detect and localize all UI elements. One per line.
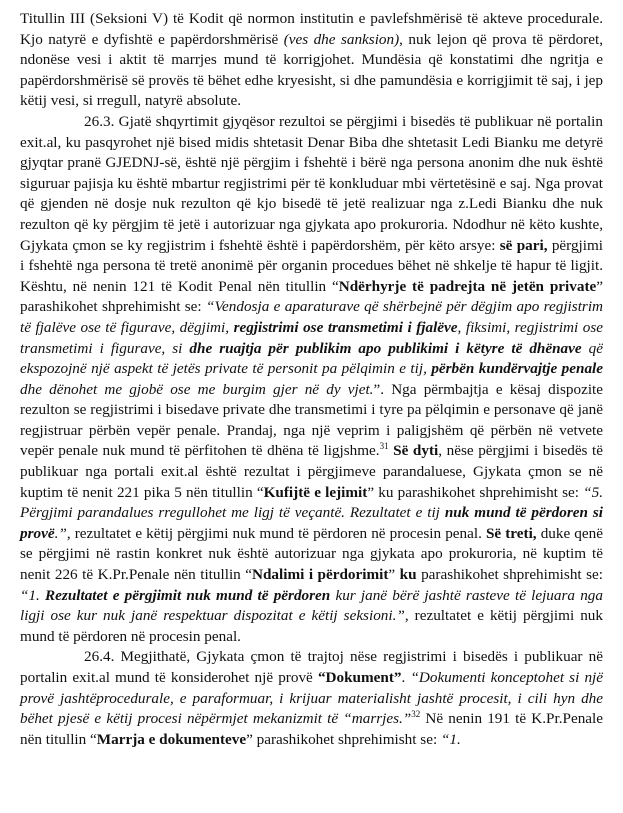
text-segment: Rezultatet e përgjimit nuk mund të përdoren [45, 586, 331, 604]
text-segment: 26.3. Gjatë shqyrtimit gjyqësor rezultoi se përgjimi i bisedës të publikuar në portalin exit.al, ku pasqyrohet një bised midis shtetasit Denar Biba dhe shtetasit Ledi Bianku me detyrë gjyqtar pranë GJEDNJ-së, është një përgjim i fshehtë i bërë nga persona anonim dhe nuk është siguruar pajisja ku është mbartur regjistrimi për të konkluduar mbi vërtetësinë e saj. Nga provat që gjenden në dosje nuk rezulton që kjo bisedë të jetë realizuar nga z.Ledi Bianku dhe nuk rezulton që ky përgjim të jetë i autorizuar nga gjykata apo prokuroria. Ndodhur në këto kushte, Gjykata çmon se ky regjistrim i fshehtë është i papërdorshëm, për këto arsye: [20, 112, 603, 254]
paragraph [20, 9, 603, 112]
text-segment: kur janë bërë jashtë rasteve të lejuara nga ligji ose kur nuk janë respektuar dispozitat e këtij seksioni.” [20, 586, 603, 625]
text-segment: Së dyti [393, 442, 439, 460]
text-segment: Ndërhyrje të padrejta në jetën private [338, 277, 597, 295]
text-segment: “1. [20, 586, 46, 604]
text-segment: “Dokumenti konceptohet si një provë jashtëprocedurale, e paraformuar, i krijuar materialisht jashtë procesit, i cili hyn dhe bëhet pjesë e këtij procesi nëpërmjet mekanizmit të “marrjes.” [20, 669, 604, 728]
text-segment: përbën kundërvajtje penale [431, 360, 604, 378]
text-segment: (ves dhe sanksion) [283, 30, 400, 48]
text-segment: “Vendosja e aparaturave që shërbejnë për dëgjim apo regjistrim të fjalëve ose të figurave, dëgjimi, [20, 298, 604, 336]
text-segment: “Dokument” [317, 669, 402, 686]
text-segment: së pari, [499, 236, 548, 254]
text-segment: ” [388, 566, 400, 584]
text-segment: , rezultatet e këtij përgjimi nuk mund të përdoren në procesin penal. [66, 524, 486, 542]
text-segment: duke qenë se përgjimi në rastin konkret nuk është autorizuar nga gjykata apo prokuroria, në kuptim të nenit 226 të K.Pr.Penale nën titullin “ [20, 524, 603, 584]
text-segment: dhe ruajtja për publikim apo publikimi i këtyre të dhënave [189, 339, 582, 357]
text-segment: , rezultatet e këtij përgjimi nuk mund të përdoren në procesin penal. [20, 607, 603, 645]
paragraph [20, 112, 603, 647]
text-segment: ”. Nga përmbajtja e kësaj dispozite rezulton se regjistrimi i bisedave private dhe transmetimi i tyre pa pëlqimin e personave që janë regjistruar përbën vepër penale. Prandaj, nga një veprim i paligjshëm që përbën në vetvete vepër penale nuk mund të përfitohen të dhëna të ligjshme. [20, 380, 603, 460]
text-segment: Së treti, [485, 524, 537, 542]
paragraph [20, 647, 603, 750]
text-segment: Kufijtë e lejimit [263, 483, 368, 501]
text-segment: ku [399, 566, 417, 584]
text-segment: “5. Përgjimi parandalues rregullohet me ligj të veçantë. Rezultatet e tij [20, 483, 603, 522]
footnote-reference: 31 [379, 441, 389, 452]
text-segment: Marrja e dokumenteve [96, 730, 247, 748]
text-segment: regjistrimi ose transmetimi i fjalëve [233, 318, 458, 336]
text-segment: dhe dënohet me gjobë ose me burgim gjer në dy vjet. [20, 380, 374, 398]
text-segment: ” parashikohet shprehimisht se: [20, 277, 603, 316]
text-segment: . [401, 669, 411, 686]
text-segment: “1. [440, 730, 461, 748]
text-segment: Ndalimi i përdorimit [252, 566, 389, 584]
text-segment: Titullin III (Seksioni V) të Kodit që normon institutin e pavlefshmërisë të akteve procedurale. Kjo natyrë e dyfishtë e papërdorshmërisë [20, 10, 603, 48]
text-segment: përgjimi i fshehtë nga persona të tretë anonimë për organin procedues bëhet në shkelje të hapur të ligjit. Kështu, në nenin 121 të Kodit Penal nën titullin “ [20, 236, 604, 295]
text-segment: parashikohet shprehimisht se: [416, 566, 603, 584]
text-segment: , fiksimi, regjistrimi ose transmetimi i figurave, si [20, 318, 604, 357]
text-segment: nuk mund të përdoren si provë [20, 504, 603, 542]
text-segment: Në nenin 191 të K.Pr.Penale nën titullin “ [20, 710, 603, 748]
text-segment: 26.4. Megjithatë, Gjykata çmon të trajtoj nëse regjistrimi i bisedës i publikuar në portalin exit.al mund të konsiderohet një provë [20, 648, 603, 686]
text-segment: që ekspozojnë një aspekt të jetës private të personit pa pëlqimin e tij, [20, 339, 603, 378]
text-segment: ” ku parashikohet shprehimisht se: [367, 483, 584, 501]
text-segment: , nuk lejon që prova të përdoret, ndonëse vesi i aktit të marrjes mund të korrigjohet. Mundësia që konstatimi dhe ngritja e papërdorshmërisë së provës të bëhet edhe kryesisht, si dhe pamundësia e korrigjimit të saj, i jep këtij vesi, si rregull, natyrë absolute. [20, 30, 603, 110]
text-segment: , nëse përgjimi i bisedës të publikuar nga portali exit.al është rezultat i përgjimeve parandaluese, Gjykata çmon se në kuptim të nenit 221 pika 5 nën titullin “ [20, 442, 604, 501]
footnote-reference: 32 [411, 709, 421, 720]
text-segment: .” [54, 524, 67, 542]
text-segment: ” parashikohet shprehimisht se: [246, 730, 441, 748]
